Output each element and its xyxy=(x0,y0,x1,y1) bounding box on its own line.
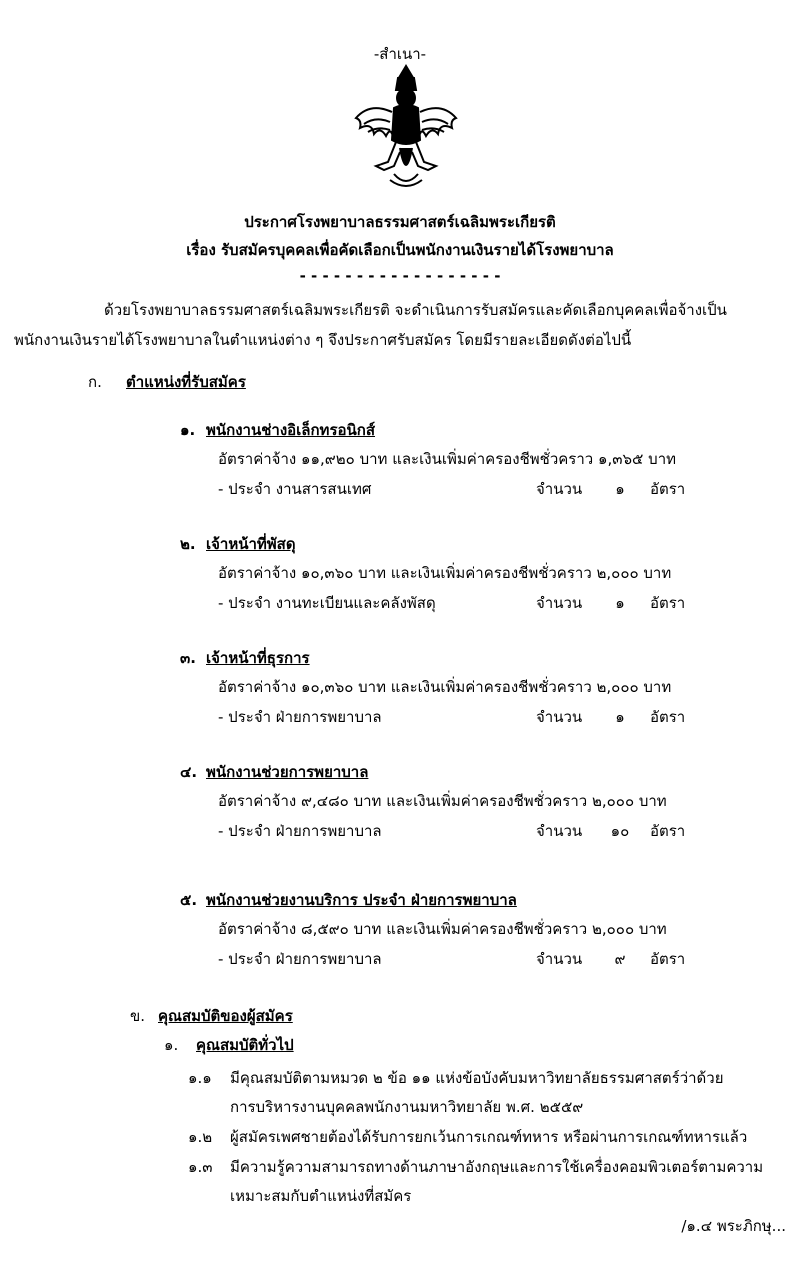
position-unit: - ประจำ ฝ่ายการพยาบาล xyxy=(218,822,382,840)
section-b-marker: ข. xyxy=(130,1007,146,1025)
position-count: ๑ xyxy=(615,708,625,726)
announcement-title: ประกาศโรงพยาบาลธรรมศาสตร์เฉลิมพระเกียรติ xyxy=(244,213,556,231)
position-title: พนักงานช่วยการพยาบาล xyxy=(206,763,369,781)
qualification-number: ๑.๒ xyxy=(188,1128,213,1146)
intro-line-2: พนักงานเงินรายได้โรงพยาบาลในตำแหน่งต่าง ๆ จึงประกาศรับสมัคร โดยมีรายละเอียดดังต่อไปนี้ xyxy=(14,331,632,349)
qualification-number: ๑.๑ xyxy=(188,1069,212,1087)
position-rate: อัตราค่าจ้าง ๑๐,๓๖๐ บาท และเงินเพิ่มค่าครองชีพชั่วคราว ๒,๐๐๐ บาท xyxy=(218,564,672,582)
garuda-emblem-icon xyxy=(350,62,462,194)
position-title: พนักงานช่วยงานบริการ ประจำ ฝ่ายการพยาบาล xyxy=(206,891,517,909)
qualification-number: ๑.๓ xyxy=(188,1158,213,1176)
section-a-marker: ก. xyxy=(88,373,102,391)
position-count: ๑ xyxy=(615,480,625,498)
position-title: เจ้าหน้าที่ธุรการ xyxy=(206,649,310,667)
position-number: ๕. xyxy=(180,891,198,909)
position-rate: อัตราค่าจ้าง ๘,๕๙๐ บาท และเงินเพิ่มค่าครองชีพชั่วคราว ๒,๐๐๐ บาท xyxy=(218,920,667,938)
position-count-label: จำนวน xyxy=(536,480,583,498)
position-number: ๒. xyxy=(180,535,196,553)
subsection-heading: คุณสมบัติทั่วไป xyxy=(196,1036,294,1054)
intro-line-1: ด้วยโรงพยาบาลธรรมศาสตร์เฉลิมพระเกียรติ จะดำเนินการรับสมัครและคัดเลือกบุคคลเพื่อจ้างเป็น xyxy=(104,301,727,319)
position-count-unit: อัตรา xyxy=(650,480,686,498)
position-count-unit: อัตรา xyxy=(650,822,686,840)
position-rate: อัตราค่าจ้าง ๑๐,๓๖๐ บาท และเงินเพิ่มค่าครองชีพชั่วคราว ๒,๐๐๐ บาท xyxy=(218,678,672,696)
position-count-label: จำนวน xyxy=(536,950,583,968)
position-unit: - ประจำ งานทะเบียนและคลังพัสดุ xyxy=(218,594,436,612)
position-count: ๑๐ xyxy=(610,822,630,840)
section-b-heading: คุณสมบัติของผู้สมัคร xyxy=(158,1007,293,1025)
subsection-number: ๑. xyxy=(164,1036,179,1054)
qualification-line-2: เหมาะสมกับตำแหน่งที่สมัคร xyxy=(230,1187,412,1205)
qualification-line-1: มีคุณสมบัติตามหมวด ๒ ข้อ ๑๑ แห่งข้อบังคับมหาวิทยาลัยธรรมศาสตร์ว่าด้วย xyxy=(230,1069,724,1087)
position-count-unit: อัตรา xyxy=(650,950,686,968)
position-count-label: จำนวน xyxy=(536,822,583,840)
position-title: เจ้าหน้าที่พัสดุ xyxy=(206,535,296,553)
position-count: ๑ xyxy=(615,594,625,612)
position-count-unit: อัตรา xyxy=(650,594,686,612)
position-count: ๙ xyxy=(614,950,626,968)
position-unit: - ประจำ ฝ่ายการพยาบาล xyxy=(218,950,382,968)
position-unit: - ประจำ ฝ่ายการพยาบาล xyxy=(218,708,382,726)
continuation-note: /๑.๔ พระภิกษุ... xyxy=(681,1217,786,1235)
position-rate: อัตราค่าจ้าง ๑๑,๙๒๐ บาท และเงินเพิ่มค่าครองชีพชั่วคราว ๑,๓๖๕ บาท xyxy=(218,450,676,468)
copy-mark: -สำเนา- xyxy=(373,45,427,63)
position-rate: อัตราค่าจ้าง ๙,๔๘๐ บาท และเงินเพิ่มค่าครองชีพชั่วคราว ๒,๐๐๐ บาท xyxy=(218,792,667,810)
section-a-heading: ตำแหน่งที่รับสมัคร xyxy=(126,373,246,391)
position-number: ๑. xyxy=(180,421,196,439)
position-unit: - ประจำ งานสารสนเทศ xyxy=(218,480,372,498)
qualification-line-2: การบริหารงานบุคคลพนักงานมหาวิทยาลัย พ.ศ. ๒๕๕๙ xyxy=(230,1098,584,1116)
qualification-line-1: มีความรู้ความสามารถทางด้านภาษาอังกฤษและการใช้เครื่องคอมพิวเตอร์ตามความ xyxy=(230,1158,764,1176)
announcement-subject: เรื่อง รับสมัครบุคคลเพื่อคัดเลือกเป็นพนักงานเงินรายได้โรงพยาบาล xyxy=(186,241,614,259)
position-count-label: จำนวน xyxy=(536,708,583,726)
position-number: ๔. xyxy=(180,763,198,781)
position-count-unit: อัตรา xyxy=(650,708,686,726)
position-number: ๓. xyxy=(180,649,196,667)
position-count-label: จำนวน xyxy=(536,594,583,612)
qualification-line-1: ผู้สมัครเพศชายต้องได้รับการยกเว้นการเกณฑ์ทหาร หรือผ่านการเกณฑ์ทหารแล้ว xyxy=(230,1128,748,1146)
header-divider: - - - - - - - - - - - - - - - - - - xyxy=(299,267,501,285)
position-title: พนักงานช่างอิเล็กทรอนิกส์ xyxy=(206,421,376,439)
